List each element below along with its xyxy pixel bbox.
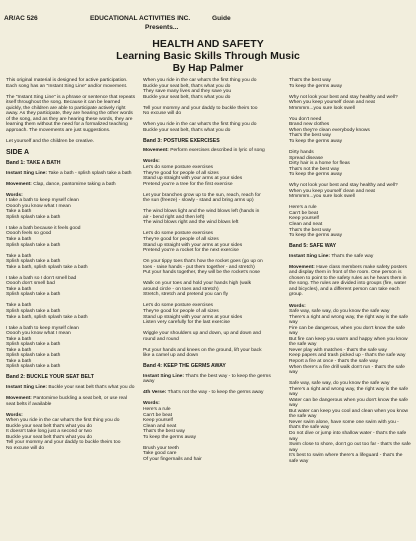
lyric-line: The wind blows light and the wind blows left (hands in	[143, 209, 260, 215]
movement-label: Movement:	[6, 181, 32, 187]
lyric-line: Let's do some posture exercises	[143, 165, 213, 171]
lyric-line: But water can keep you cool and clean when you know	[289, 408, 409, 414]
band-heading: Band 3: POSTURE EXERCISES	[143, 137, 220, 144]
lyric-line: the safe way	[289, 414, 317, 420]
guide-label: Guide	[212, 15, 231, 22]
lyric-line: To keep the germs away	[289, 172, 343, 178]
lyric-line: Ooooh feels so good	[6, 231, 52, 237]
lyric-line: toes - raise hands - put them together - and stretch)	[143, 264, 255, 270]
words-label: Words:	[143, 159, 160, 165]
column-middle	[143, 78, 281, 462]
lyric-line: Take a bath	[6, 347, 32, 353]
lyrics-block	[143, 165, 281, 359]
lyric-line: Water can be dangerous when you don't know the safe	[289, 397, 409, 403]
lyric-line: Mmmmm...you sure look swell	[289, 105, 355, 111]
lyric-line: Buckle your seat belt that's what you do	[6, 434, 93, 440]
lyric-line: Dirty hands	[289, 149, 314, 155]
lyric-line: It doesn't take long just a second or two	[6, 429, 92, 435]
lyric-line: That's the best way	[289, 78, 331, 83]
lyric-line: Ooooh don't smell bad	[6, 281, 55, 287]
verse-text: That's not the way - to keep the germs away	[167, 390, 264, 396]
lyric-line: That's the best way	[289, 133, 331, 139]
sing-line-text: Take a bath - splish splash take a bath	[48, 170, 132, 176]
page-title: HEALTH AND SAFETY	[152, 38, 264, 50]
lyric-line: When there's a fire drill walk don't run - that's the safe	[289, 364, 405, 370]
lyric-line: When you ride in the car what's the first thing you do	[143, 78, 257, 83]
lyric-line: Walk on your toes and hold your hands high (walk	[143, 281, 252, 287]
band-heading: Band 4: KEEP THE GERMS AWAY	[143, 363, 226, 370]
lyric-line: Dirty hair is a home for fleas	[289, 161, 350, 167]
lyric-line: There's a right and wrong way, the right way is the safe	[289, 314, 409, 320]
lyric-line: the safe way	[289, 342, 317, 348]
page-subtitle: Learning Basic Skills Through Music	[116, 50, 300, 62]
lyric-line: Take a bath	[6, 358, 32, 364]
lyric-line: When you keep yourself clean and neat	[289, 188, 375, 194]
lyric-line: Take good care	[143, 451, 177, 457]
sing-line-text: That's the best way - to keep the germs away	[143, 373, 271, 385]
lyric-line: way	[289, 370, 298, 376]
lyric-line: Do not dive or jump into shallow water - that's the safe	[289, 431, 407, 437]
movement-text: Clap, dance, pantomime taking a bath	[33, 181, 116, 187]
lyric-line: way	[289, 447, 298, 453]
sing-line	[6, 171, 136, 177]
publisher-name: EDUCATIONAL ACTIVITIES INC.	[90, 15, 191, 22]
lyric-line: Tell your mommy and your daddy to buckle theirs too	[6, 440, 121, 446]
sing-line-label: Instant Sing Line:	[289, 253, 331, 259]
lyric-line: Let's do some posture exercises	[143, 303, 213, 309]
lyric-line: Clean and neat	[289, 221, 323, 227]
lyrics-block	[6, 418, 136, 451]
lyric-line: Clean and neat	[143, 423, 177, 429]
words-label: Words:	[289, 303, 306, 309]
lyric-line: Buckle your seat belt, that's what you do	[143, 94, 231, 100]
movement-text: Perform exercises described in lyric of song	[170, 148, 265, 154]
lyric-line: No excuse will do	[143, 111, 182, 117]
lyric-line: Why not look your best and stay healthy and well?	[289, 94, 398, 100]
presents-label: Presents...	[145, 24, 179, 31]
lyric-line: Fire can be dangerous, when you don't know the safe	[289, 325, 405, 331]
lyric-line: To keep the germs away	[143, 434, 197, 440]
band-heading: Band 5: SAFE WAY	[289, 243, 337, 250]
lyric-line: They're good for people of all sizes	[143, 236, 219, 242]
lyric-line: Splish splash take a bath	[6, 259, 61, 265]
lyric-line: Stand up straight with your arms at your sides	[143, 176, 243, 182]
lyric-line: air - bend right and then left)	[143, 214, 205, 220]
lyric-line: They save many lives and they save you	[143, 89, 232, 95]
lyric-line: Splish splash take a bath	[6, 292, 61, 298]
lyric-line: Never play with matches - that's the safe way	[289, 347, 387, 353]
lyric-line: That's the best way	[143, 429, 185, 435]
lyric-line: I take a bath so I don't smell bad	[6, 275, 77, 281]
lyric-line: way	[289, 436, 298, 442]
lyric-line: Stand up straight with your arms at your sides	[143, 314, 243, 320]
lyric-line: round and round	[143, 336, 179, 342]
lyric-line: To keep the germs away	[289, 138, 343, 144]
lyric-line: Spread disease	[289, 155, 323, 161]
words-label: Words:	[6, 412, 23, 418]
lyric-line: Ooooh you know what I mean	[6, 331, 71, 337]
lyric-line: that's the safe way	[289, 425, 330, 431]
catalog-code: AR/AC 526	[4, 15, 38, 22]
lyric-line: When you keep yourself clean and neat	[289, 100, 375, 106]
movement-note	[6, 396, 136, 407]
sing-line	[143, 374, 281, 385]
movement-label: Movement:	[143, 148, 169, 154]
words-label: Words:	[143, 401, 160, 407]
lyric-line: When they're clean everybody knows	[289, 127, 370, 133]
sing-line	[6, 385, 136, 391]
movement-note	[143, 148, 281, 154]
lyric-line: The wind blows right and the wind blows left	[143, 220, 239, 226]
lyric-line: way	[289, 403, 298, 409]
movement-label: Movement:	[289, 264, 315, 270]
lyric-line: Here's a rule	[143, 407, 171, 413]
lyric-line: Buckle your seat belt, that's what you do	[143, 127, 231, 133]
lyric-line: Listen very carefully for the last exercise	[143, 320, 230, 326]
lyrics-block	[143, 407, 281, 462]
lyric-line: Of your fingernails and hair	[143, 456, 202, 462]
words-label: Words:	[6, 192, 23, 198]
lyric-line: I take a bath to keep myself clean	[6, 198, 79, 204]
lyric-line: Take a bath	[6, 286, 32, 292]
sing-line-text: Buckle your seat belt that's what you do	[48, 384, 135, 390]
lyric-line: the sun (freeze) - slowly - stand and bring arms up)	[143, 198, 254, 204]
lyric-line: Splish splash take a bath	[6, 353, 61, 359]
lyric-line: Stand up straight with your arms at your sides	[143, 242, 243, 248]
lyric-line: To keep the germs away	[289, 233, 343, 239]
verse-label: 4th Verse:	[143, 390, 167, 396]
movement-note	[6, 182, 136, 188]
lyric-line: Take a bath, splish splash take a bath	[6, 264, 88, 270]
lyric-line: I take a bath because it feels good	[6, 225, 81, 231]
lyric-line: Can't be beat	[289, 210, 318, 216]
lyric-line: To keep the germs away	[289, 83, 343, 89]
intro-paragraph: This original material is designed for active participation. Each song has an "Instant Sing Line" and/or movement.	[6, 78, 128, 89]
band-heading: Band 1: TAKE A BATH	[6, 160, 61, 167]
lyric-line: Keep yourself	[143, 418, 173, 424]
column-left	[6, 78, 136, 451]
lyric-line: Splish splash take a bath	[6, 364, 61, 370]
lyric-line: On your tippy toes that's how the rocket goes (go up on	[143, 259, 263, 265]
lyric-line: No excuse will do	[6, 445, 45, 451]
movement-note	[289, 265, 411, 298]
lyric-line: When you ride in the car what's the first thing you do	[143, 122, 257, 128]
lyric-line: Splish splash take a bath	[6, 308, 61, 314]
lyric-line: That's the best way	[289, 227, 331, 233]
lyric-line: Brand new clothes	[289, 122, 330, 128]
lyric-line: Take a bath	[6, 336, 32, 342]
lyric-line: Splish splash take a bath	[6, 242, 61, 248]
lyric-line: Put your hands and knees on the ground, lift your back	[143, 347, 262, 353]
movement-label: Movement:	[6, 396, 32, 402]
lyric-line: Ooooh you know what I mean	[6, 203, 71, 209]
sing-line	[289, 254, 411, 260]
lyric-line: Let your branches grow up to the sun, reach, reach for	[143, 192, 261, 198]
lyric-line: Pretend you're a tree for the first exercise	[143, 181, 233, 187]
lyric-line: Let's do some posture exercises	[143, 231, 213, 237]
band-heading: Band 2: BUCKLE YOUR SEAT BELT	[6, 374, 94, 381]
lyric-line: There's a right and wrong way, the right way is the safe	[289, 386, 409, 392]
lyric-line: around circle - on toes and stretch)	[143, 286, 219, 292]
lyric-line: That's not the best way	[289, 166, 340, 172]
lyric-line: Keep papers and trash picked up - that's the safe way	[289, 353, 406, 359]
lyric-line: They're good for people of all sizes	[143, 308, 219, 314]
lyrics-block	[289, 309, 411, 464]
lyric-line: Tell your mommy and your daddy to buckle theirs too	[143, 105, 258, 111]
lyric-line: like a camel up and down	[143, 353, 199, 359]
verse-note	[143, 390, 281, 396]
lyrics-block	[143, 78, 281, 133]
author-line: By Hap Palmer	[172, 63, 244, 74]
lyric-line: I take a bath to keep myself clean	[6, 325, 79, 331]
lyric-line: Buckle your seat belt, that's what you do	[143, 83, 231, 89]
lyric-line: Can't be beat	[143, 412, 172, 418]
lyric-line: Take a bath	[6, 209, 32, 215]
lyric-line: Safe way, safe way, do you know the safe way	[289, 381, 390, 387]
lyric-line: Pretend you're a rocket for the next exercise	[143, 248, 239, 254]
lyric-line: But fire can keep you warm and happy when you know	[289, 336, 408, 342]
lyrics-block	[6, 198, 136, 370]
lyric-line: Why not look your best and stay healthy and well?	[289, 183, 398, 189]
side-heading: SIDE A	[6, 149, 30, 157]
movement-text: Have class members make safety posters and display them in front of the room. One person is chosen to point to the safety rules as he hears them in the song. The rules are divided into groups (fire, water and bicycles), and a different person can take each group.	[289, 264, 407, 298]
sing-line-label: Instant Sing Line:	[6, 384, 48, 390]
lyric-line: way	[289, 320, 298, 326]
lyric-line: Take a bath	[6, 236, 32, 242]
lyric-line: Never swim alone, have some one swim with you -	[289, 419, 399, 425]
lyric-line: Swim close to shore, don't go out too far - that's the safe	[289, 442, 411, 448]
sing-line-text: That's the safe way	[331, 253, 374, 259]
lyric-line: safe way	[289, 458, 309, 464]
lyric-line: Here's a rule	[289, 205, 317, 211]
lyric-line: Keep yourself	[289, 216, 319, 222]
lyric-line: Put your hands together, they will be the rocket's nose	[143, 270, 261, 276]
lyrics-block	[289, 78, 411, 239]
movement-text: Pantomime buckling a seat belt, or use real seat belts if available	[6, 396, 127, 407]
lyric-line: Wiggle your shoulders up and down, up and down and	[143, 331, 261, 337]
intro-paragraph: The "Instant Sing Line" is a phrase or sentence that repeats itself throughout the song. Because it can be learned quickly, the children are able to participate actively right away. As they participate, they are hearing the other words of the song, and as they are hearing these words, they are learning them without the need for a formalized teaching approach. The movements are just suggestions.	[6, 94, 136, 133]
lyric-line: Splish splash take a bath	[6, 342, 61, 348]
lyric-line: Report a fire at once - that's the safe way	[289, 358, 379, 364]
lyric-line: Mmmmm...you sure look swell	[289, 194, 355, 200]
lyric-line: Buckle your seat belt that's what you do	[6, 423, 93, 429]
sing-line-label: Instant Sing Line:	[143, 373, 185, 379]
lyric-line: It's best to swim where there's a lifeguard - that's the	[289, 453, 403, 459]
lyric-line: Brush your teeth	[143, 445, 179, 451]
lyric-line: Take a bath	[6, 303, 32, 309]
lyric-line: Stretch, stretch and pretend you can fly	[143, 292, 229, 298]
lyric-line: way	[289, 331, 298, 337]
lyric-line: Splish splash take a bath	[6, 214, 61, 220]
sing-line-label: Instant Sing Line:	[6, 170, 48, 176]
lyric-line: Take a bath, splish splash take a bath	[6, 314, 88, 320]
lyric-line: Safe way, safe way, do you know the safe way	[289, 309, 390, 315]
lyric-line: When you ride in the car what's the first thing you do	[6, 418, 120, 424]
intro-paragraph: Let yourself and the children be creative.	[6, 138, 95, 144]
lyric-line: They're good for people of all sizes	[143, 170, 219, 176]
lyric-line: Take a bath	[6, 253, 32, 259]
lyric-line: You don't need	[289, 116, 322, 122]
lyric-line: way	[289, 392, 298, 398]
column-right	[289, 78, 411, 464]
